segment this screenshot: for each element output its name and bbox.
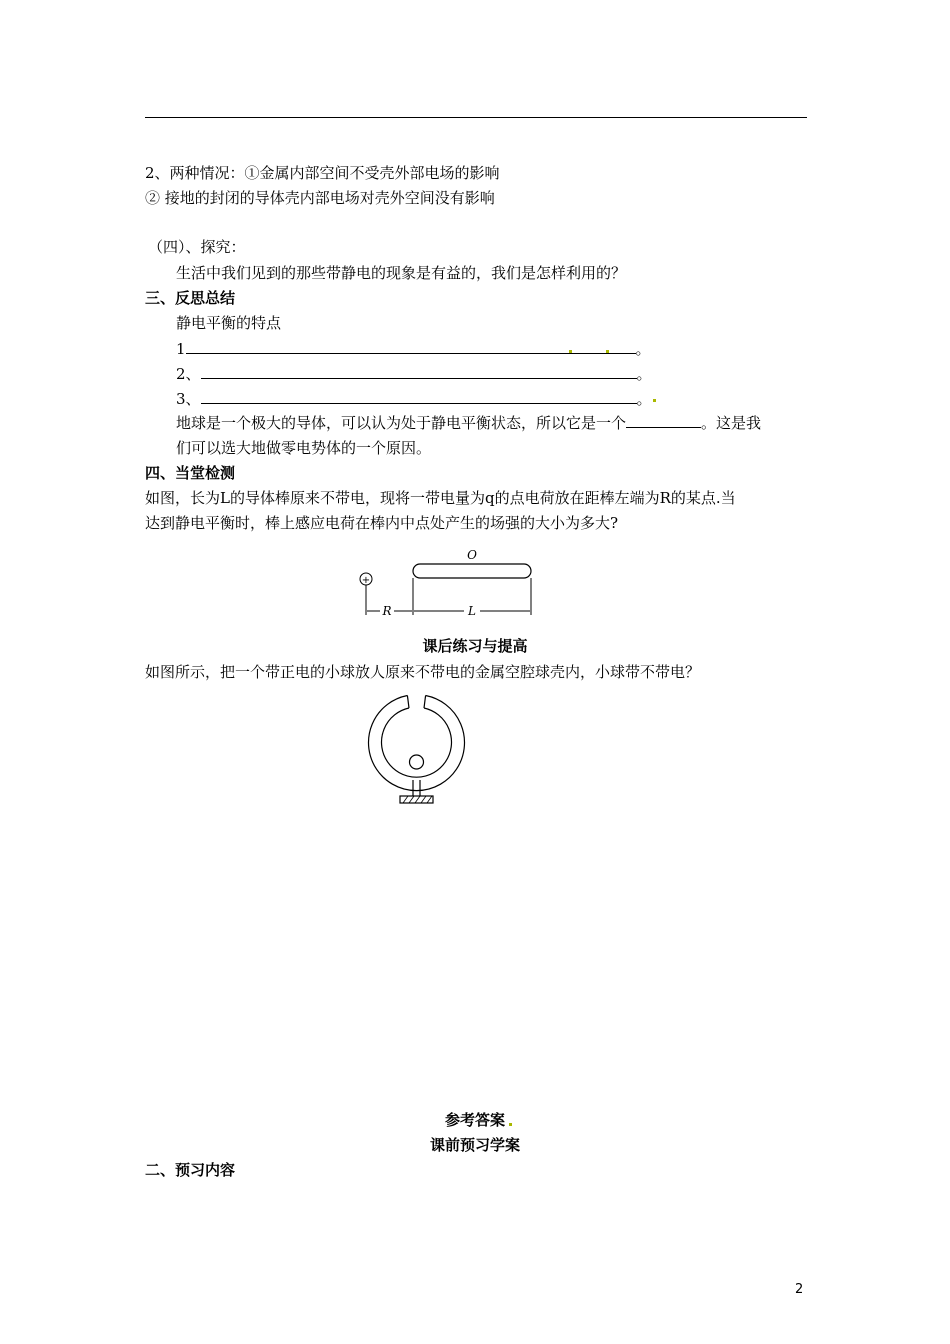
section-heading: 课后练习与提高 [422, 637, 528, 655]
header-rule [145, 117, 807, 118]
text-line: 如图所示，把一个带正电的小球放人原来不带电的金属空腔球壳内，小球带不带电？ [145, 663, 701, 681]
text-span: 。这是我 [701, 414, 762, 432]
shell-opening [424, 696, 426, 709]
fill-blank-item [176, 339, 651, 359]
text-line: 静电平衡的特点 [176, 314, 282, 332]
period: 。 [635, 340, 651, 358]
section-heading: 四、当堂检测 [145, 464, 236, 482]
text-line [176, 413, 761, 433]
speck [653, 399, 656, 402]
label-L: L [468, 604, 476, 618]
fill-blank-item [176, 389, 652, 409]
period: 。 [636, 390, 652, 408]
section-heading: 三、反思总结 [145, 289, 236, 307]
shell-outer [369, 696, 465, 791]
spherical-shell-figure [362, 692, 472, 807]
label-R: R [382, 604, 392, 618]
shell-opening [407, 696, 409, 709]
speck [509, 1123, 512, 1126]
text-line: 2、两种情况：①金属内部空间不受壳外部电场的影响 [145, 164, 500, 182]
plus-sign: + [361, 575, 371, 586]
fill-blank-item [176, 364, 652, 384]
label-O: O [467, 548, 477, 562]
period: 。 [636, 365, 652, 383]
text-span: 地球是一个极大的导体，可以认为处于静电平衡状态，所以它是一个 [176, 414, 627, 432]
charged-ball [410, 755, 424, 769]
item-number: 3、 [176, 390, 201, 408]
text-line: 生活中我们见到的那些带静电的现象是有益的，我们是怎样利用的？ [176, 264, 627, 282]
speck [569, 350, 572, 353]
text-line: ② 接地的封闭的导体壳内部电场对壳外空间没有影响 [145, 189, 495, 207]
answer-blank[interactable] [201, 389, 637, 404]
item-number: 2、 [176, 365, 201, 383]
conductor-rod [413, 564, 531, 578]
speck [606, 350, 609, 353]
text-line: 们可以选大地做零电势体的一个原因。 [176, 439, 432, 457]
section-heading: 二、预习内容 [145, 1161, 236, 1179]
text-line: 如图，长为L的导体棒原来不带电，现将一带电量为q的点电荷放在距棒左端为R的某点.当 [145, 489, 736, 507]
rod-charge-figure [350, 545, 550, 625]
page-number: 2 [795, 1282, 804, 1297]
answer-blank[interactable] [626, 413, 701, 428]
section-heading: 课前预习学案 [429, 1136, 520, 1154]
item-number: 1 [176, 340, 186, 358]
section-heading: （四）、探究： [148, 238, 246, 256]
answer-blank[interactable] [201, 364, 637, 379]
section-heading: 参考答案 [444, 1111, 505, 1129]
text-line: 达到静电平衡时，棒上感应电荷在棒内中点处产生的场强的大小为多大? [145, 514, 619, 532]
